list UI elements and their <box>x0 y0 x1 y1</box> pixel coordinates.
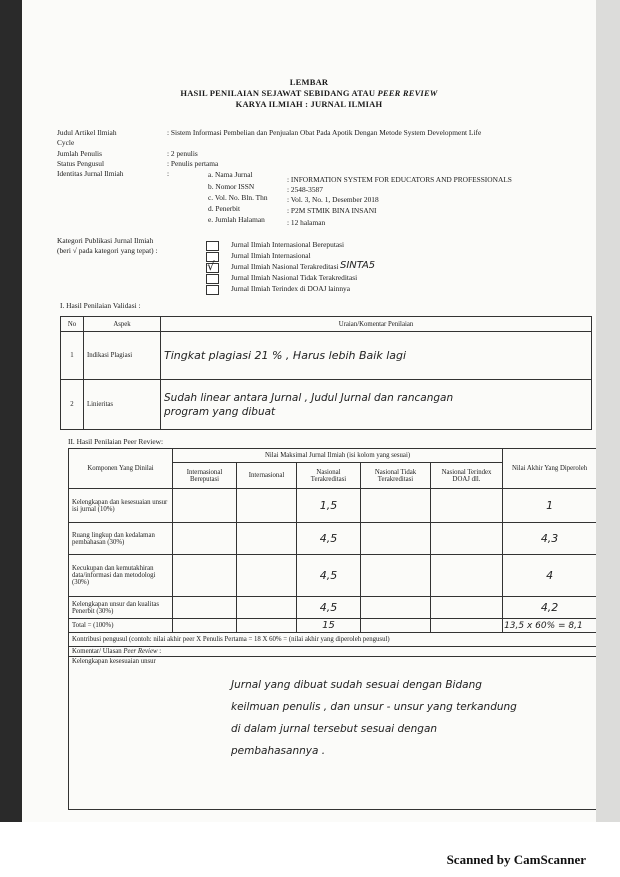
header-col-nasional-tidak: Nasional Tidak Terakreditasi <box>361 463 431 489</box>
peer-row3-label: Kecukupan dan kemutakhiran data/informasi dan metodologi (30%) <box>69 555 173 597</box>
komentar-line-4: pembahasannya . <box>231 745 326 757</box>
identitas-colon: : <box>167 169 170 178</box>
peer-row4-akhir-text: 4,2 <box>540 601 559 614</box>
row1-no: 1 <box>61 332 84 380</box>
header-komponen: Komponen Yang Dinilai <box>69 449 173 489</box>
handwritten-sinta: SINTA5 <box>340 260 376 271</box>
peer-total-c2 <box>237 619 297 633</box>
checkbox-internasional-bereputasi[interactable] <box>206 241 219 251</box>
komentar-kelengkapan-label: Kelengkapan kesesuaian unsur <box>72 658 156 665</box>
option-doaj: Jurnal Ilmiah Terindex di DOAJ lainnya <box>231 284 351 293</box>
option-internasional-bereputasi: Jurnal Ilmiah Internasional Bereputasi <box>231 240 345 249</box>
journal-issn-label: b. Nomor ISSN <box>208 182 255 191</box>
peer-komentar-header-row <box>69 647 597 657</box>
peer-total-c1 <box>173 619 237 633</box>
peer-review-table <box>68 448 596 810</box>
header-col-internasional-bereputasi: Internasional Bereputasi <box>173 463 237 489</box>
peer-row4-c1 <box>173 597 237 619</box>
peer-total-akhir-text: 13,5 x 60% = 8,1 <box>504 620 583 631</box>
peer-row2-nilai-text: 4,5 <box>319 532 338 545</box>
validation-header-row <box>61 317 592 332</box>
komentar-area <box>69 657 596 809</box>
peer-row2-label: Ruang lingkup dan kedalaman pembahasan (30%) <box>69 523 173 555</box>
peer-komentar-header <box>69 647 597 657</box>
peer-row4-akhir <box>503 597 596 619</box>
peer-row1-nilai-text: 1,5 <box>319 499 338 512</box>
option-internasional: Jurnal Ilmiah Internasional <box>231 251 311 260</box>
peer-row1-c2 <box>237 489 297 523</box>
peer-row2-c2 <box>237 523 297 555</box>
camscanner-watermark: Scanned by CamScanner <box>446 852 586 867</box>
journal-vol-label: c. Vol. No. Bln. Thn <box>208 193 268 202</box>
row2-komentar-line1: Sudah linear antara Jurnal , Judul Jurnal dan rancangan <box>164 391 454 404</box>
journal-halaman-label: e. Jumlah Halaman <box>208 215 265 224</box>
peer-row2-c1 <box>173 523 237 555</box>
value-judul: : Sistem Informasi Pembelian dan Penjualan Obat Pada Apotik Dengan Metode System Development Life <box>167 128 482 137</box>
row1-komentar-text: Tingkat plagiasi 21 % , Harus lebih Baik lagi <box>164 349 407 362</box>
peer-total-c5 <box>431 619 503 633</box>
header-no: No <box>61 317 84 332</box>
peer-row1-akhir-text: 1 <box>546 499 554 512</box>
header-col-doaj: Nasional Terindex DOAJ dll. <box>431 463 503 489</box>
label-kategori: Kategori Publikasi Jurnal Ilmiah <box>57 236 154 245</box>
peer-row2-nilai <box>297 523 361 555</box>
title-peer-review: PEER REVIEW <box>377 88 438 98</box>
row2-komentar-line2: program yang dibuat <box>164 405 276 418</box>
label-judul-cycle: Cycle <box>57 138 75 147</box>
header-uraian: Uraian/Komentar Penilaian <box>161 317 592 332</box>
peer-row3-nilai <box>297 555 361 597</box>
row2-no: 2 <box>61 380 84 430</box>
peer-row1-c4 <box>361 489 431 523</box>
komentar-label: Komentar/ Ulasan <box>72 648 124 655</box>
komentar-line-1: Jurnal yang dibuat sudah sesuai dengan Bidang <box>231 679 482 691</box>
peer-row1-nilai <box>297 489 361 523</box>
scan-edge-strip <box>596 0 620 822</box>
title-karya: KARYA ILMIAH : JURNAL ILMIAH <box>235 99 383 109</box>
komentar-label-peer-review: Peer Review <box>123 648 158 655</box>
validation-row-plagiasi <box>61 332 592 380</box>
label-penulis: Jumlah Penulis <box>57 149 102 158</box>
peer-row-4 <box>69 597 597 619</box>
document-page <box>22 0 596 822</box>
row2-komentar <box>161 380 592 430</box>
peer-row2-akhir-text: 4,3 <box>540 532 559 545</box>
title-hasil-text: HASIL PENILAIAN SEJAWAT SEBIDANG ATAU <box>180 88 378 98</box>
header-aspek: Aspek <box>84 317 161 332</box>
label-identitas: Identitas Jurnal Ilmiah <box>57 169 124 178</box>
peer-kontribusi: Kontribusi pengusul (contoh: nilai akhir peer X Penulis Pertama = 18 X 60% = (nilai akhir yang diperoleh pengusul) <box>69 633 597 647</box>
header-nilai-akhir: Nilai Akhir Yang Diperoleh <box>503 449 596 489</box>
journal-name-value: : INFORMATION SYSTEM FOR EDUCATORS AND PROFESSIONALS <box>287 175 512 184</box>
peer-row-2 <box>69 523 597 555</box>
peer-row3-c1 <box>173 555 237 597</box>
validation-row-linieritas <box>61 380 592 430</box>
journal-vol-value: : Vol. 3, No. 1, Desember 2018 <box>287 195 379 204</box>
peer-row-3 <box>69 555 597 597</box>
journal-penerbit-value: : P2M STMIK BINA INSANI <box>287 206 377 215</box>
label-status: Status Pengusul <box>57 159 105 168</box>
peer-row4-nilai <box>297 597 361 619</box>
peer-row1-c5 <box>431 489 503 523</box>
peer-row3-akhir-text: 4 <box>546 569 554 582</box>
komentar-label-colon: : <box>157 648 162 655</box>
row1-aspek: Indikasi Plagiasi <box>84 332 161 380</box>
label-judul: Judul Artikel Ilmiah <box>57 128 117 137</box>
peer-total-row <box>69 619 597 633</box>
peer-total-akhir <box>503 619 596 633</box>
peer-header-row1 <box>69 449 597 463</box>
checkbox-nasional-tidak[interactable] <box>206 274 219 284</box>
peer-row1-c1 <box>173 489 237 523</box>
peer-row3-c5 <box>431 555 503 597</box>
header-col-internasional: Internasional <box>237 463 297 489</box>
peer-kontribusi-row <box>69 633 597 647</box>
peer-row1-akhir <box>503 489 596 523</box>
peer-row4-c5 <box>431 597 503 619</box>
row2-aspek: Linieritas <box>84 380 161 430</box>
peer-row4-c4 <box>361 597 431 619</box>
row1-komentar <box>161 332 592 380</box>
peer-row2-akhir <box>503 523 596 555</box>
journal-issn-value: : 2548-3587 <box>287 185 323 194</box>
scan-footer-area <box>0 822 620 877</box>
journal-name-label: a. Nama Jurnal <box>208 170 253 179</box>
value-status: : Penulis pertama <box>167 159 219 168</box>
peer-row1-label: Kelengkapan dan kesesuaian unsur isi jurnal (10%) <box>69 489 173 523</box>
option-nasional-terakreditasi: Jurnal Ilmiah Nasional Terakreditasi <box>231 262 339 271</box>
peer-row-1 <box>69 489 597 523</box>
peer-total-nilai-text: 15 <box>322 620 335 631</box>
peer-komentar-body <box>69 657 597 810</box>
peer-row2-c5 <box>431 523 503 555</box>
title-lembar: LEMBAR <box>289 77 329 87</box>
section2-title: II. Hasil Penilaian Peer Review: <box>68 437 164 446</box>
peer-row4-label: Kelengkapan unsur dan kualitas Penerbit (30%) <box>69 597 173 619</box>
peer-total-nilai <box>297 619 361 633</box>
peer-row3-c4 <box>361 555 431 597</box>
header-nilai-max: Nilai Maksimal Jurnal Ilmiah (isi kolom yang sesuai) <box>173 449 503 463</box>
journal-halaman-value: : 12 halaman <box>287 218 326 227</box>
peer-total-c4 <box>361 619 431 633</box>
option-nasional-tidak: Jurnal Ilmiah Nasional Tidak Terakreditasi <box>231 273 358 282</box>
peer-row4-c2 <box>237 597 297 619</box>
journal-penerbit-label: d. Penerbit <box>208 204 241 213</box>
peer-komentar-row <box>69 657 597 810</box>
komentar-line-3: di dalam jurnal tersebut sesuai dengan <box>231 723 438 735</box>
peer-row2-c4 <box>361 523 431 555</box>
checkbox-doaj[interactable] <box>206 285 219 295</box>
check-mark-icon: √ <box>207 259 215 273</box>
label-kategori-hint: (beri √ pada kategori yang tepat) : <box>57 246 158 255</box>
section1-title: I. Hasil Penilaian Validasi : <box>60 301 141 310</box>
peer-total-label: Total = (100%) <box>69 619 173 633</box>
peer-row4-nilai-text: 4,5 <box>319 601 338 614</box>
peer-row3-c2 <box>237 555 297 597</box>
peer-row3-nilai-text: 4,5 <box>319 569 338 582</box>
header-col-nasional-terakreditasi: Nasional Terakreditasi <box>297 463 361 489</box>
title-hasil <box>22 88 596 98</box>
value-penulis: : 2 penulis <box>167 149 198 158</box>
validation-table <box>60 316 592 430</box>
komentar-line-2: keilmuan penulis , dan unsur - unsur yang terkandung <box>231 701 517 713</box>
peer-row3-akhir <box>503 555 596 597</box>
checkbox-nasional-terakreditasi[interactable] <box>206 259 219 273</box>
